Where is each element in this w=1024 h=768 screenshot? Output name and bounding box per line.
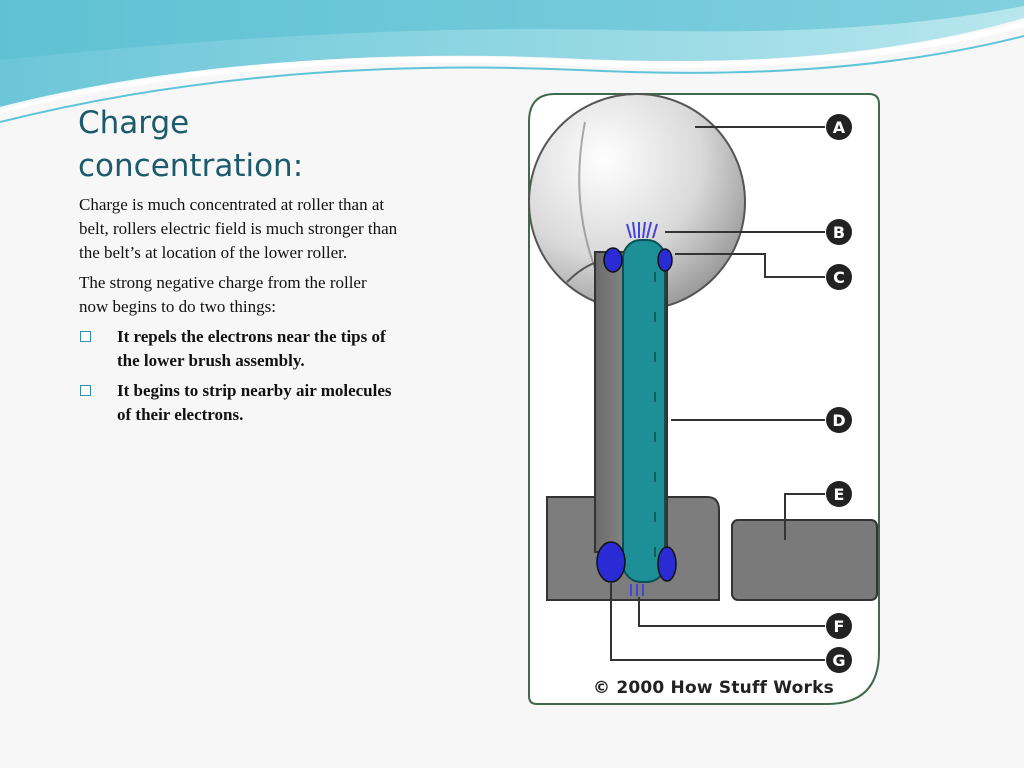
slide-body <box>79 193 399 433</box>
paragraph-2: The strong negative charge from the roller now begins to do two things: <box>79 273 367 316</box>
bullet-list <box>79 325 399 427</box>
van-de-graaff-diagram <box>527 92 882 707</box>
motor-box <box>732 520 877 600</box>
svg-text:A: A <box>832 118 846 137</box>
bullet-item-1 <box>79 325 399 373</box>
slide-title: Charge concentration: <box>78 105 304 184</box>
label-c <box>826 264 852 290</box>
checkbox-bullet-icon <box>80 331 91 342</box>
svg-text:G: G <box>832 651 846 670</box>
bullet-text-1: It repels the electrons near the tips of the lower brush assembly. <box>117 327 386 370</box>
paragraph-1: Charge is much concentrated at roller than at belt, rollers electric field is much stronger than the belt’s at location of the lower roller. <box>79 195 398 262</box>
svg-text:B: B <box>832 223 846 242</box>
svg-text:E: E <box>833 485 845 504</box>
checkbox-bullet-icon <box>80 385 91 396</box>
bullet-text-2: It begins to strip nearby air molecules of their electrons. <box>117 381 392 424</box>
svg-text:D: D <box>832 411 846 430</box>
belt <box>623 240 665 582</box>
label-a <box>826 114 852 140</box>
label-b <box>826 219 852 245</box>
label-e <box>826 481 852 507</box>
upper-roller <box>604 248 622 272</box>
svg-text:C: C <box>833 268 845 287</box>
label-f <box>826 613 852 639</box>
svg-text:F: F <box>833 617 845 636</box>
bullet-item-2 <box>79 379 399 427</box>
label-g <box>826 647 852 673</box>
copyright-notice: © 2000 How Stuff Works <box>593 678 834 698</box>
lower-roller <box>597 542 625 582</box>
label-d <box>826 407 852 433</box>
